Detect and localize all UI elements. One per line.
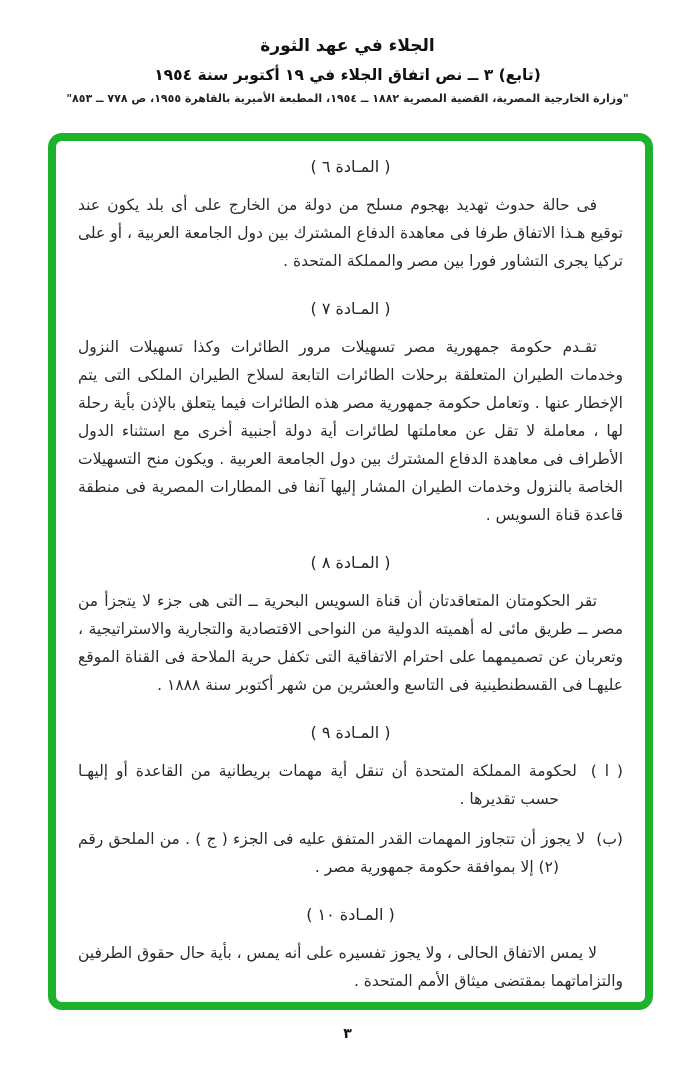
- article-8-paragraph: تقر الحكومتان المتعاقدتان أن قناة السويس البحرية ــ التى هى جزء لا يتجزأ من مصر ــ طريق مائى له أهميته الدولية من النواحى الاقتصادية والتجارية والاستراتيجية ، وتعربان عن تصميمهما على احترام الاتفاقية التى تكفل حرية الملاحة فى القناة الموقع عليهـا فى القسطنطينية فى التاسع والعشرين من شهر أكتوبر سنة ١٨٨٨ .: [78, 592, 623, 694]
- article-8-heading: ( المـادة ٨ ): [310, 553, 391, 572]
- article-10-heading: ( المـادة ١٠ ): [306, 905, 395, 924]
- clause-b-marker: (ب): [596, 830, 623, 848]
- article-6-paragraph: فى حالة حدوث تهديد بهجوم مسلح من دولة من الخارج على أى بلد يكون عند توقيع هـذا الاتفاق طرفا فى معاهدة الدفاع المشترك بين دول الجامعة العربية ، أو على تركيا يجرى التشاور فورا بين مصر والمملكة المتحدة .: [78, 196, 623, 270]
- source-citation: "وزارة الخارجية المصرية، القضية المصرية ١٨٨٢ ــ ١٩٥٤، المطبعة الأميرية بالقاهرة ١٩٥٥، ص ٧٧٨ ــ ٨٥٣": [66, 92, 629, 105]
- page-title: الجلاء في عهد الثورة: [260, 36, 435, 56]
- article-9-section: [78, 721, 623, 881]
- article-10-section: [78, 903, 623, 995]
- article-6-heading: ( المـادة ٦ ): [310, 157, 391, 176]
- article-10-paragraph: لا يمس الاتفاق الحالى ، ولا يجوز تفسيره على أنه يمس ، بأية حال حقوق الطرفين والتزاماتهما بمقتضى ميثاق الأمم المتحدة .: [78, 944, 623, 990]
- article-9-clause-a: [78, 757, 623, 813]
- article-7-section: [78, 297, 623, 529]
- clause-a-text: لحكومة المملكة المتحدة أن تنقل أية مهمات بريطانية من القاعدة أو إليهـا حسب تقديرها .: [78, 762, 577, 808]
- article-7-paragraph: تقـدم حكومة جمهورية مصر تسهيلات مرور الطائرات وكذا تسهيلات النزول وخدمات الطيران المتعلقة برحلات الطائرات التابعة لسلاح الطيران الملكى التى يتم الإخطار عنها . وتعامل حكومة جمهورية مصر هذه الطائرات فيما يتعلق بالإذن بأية رحلة لها ، معاملة لا تقل عن معاملتها لطائرات أية دولة أجنبية أخرى مع استثناء الدول الأطراف فى معاهدة الدفاع المشترك بين دول الجامعة العربية . ويكون منح التسهيلات الخاصة بالنزول وخدمات الطيران المشار إليها آنفا فى المطارات المصرية فى منطقة قاعدة قناة السويس .: [78, 338, 623, 524]
- article-6-section: [78, 155, 623, 275]
- page-number: ٣: [343, 1026, 352, 1042]
- article-8-section: [78, 551, 623, 699]
- article-9-clause-b: [78, 825, 623, 881]
- page-header: [0, 36, 695, 105]
- clause-a-marker: ( ا ): [590, 762, 623, 780]
- clause-b-text: لا يجوز أن تتجاوز المهمات القدر المتفق عليه فى الجزء ( ج ) . من الملحق رقم (٢) إلا بموافقة حكومة جمهورية مصر .: [78, 830, 586, 876]
- page-subtitle: (تابع) ٣ ــ نص اتفاق الجلاء في ١٩ أكتوبر سنة ١٩٥٤: [154, 66, 541, 84]
- article-9-heading: ( المـادة ٩ ): [310, 723, 391, 742]
- highlight-border-box: [48, 133, 653, 1010]
- article-7-heading: ( المـادة ٧ ): [310, 299, 391, 318]
